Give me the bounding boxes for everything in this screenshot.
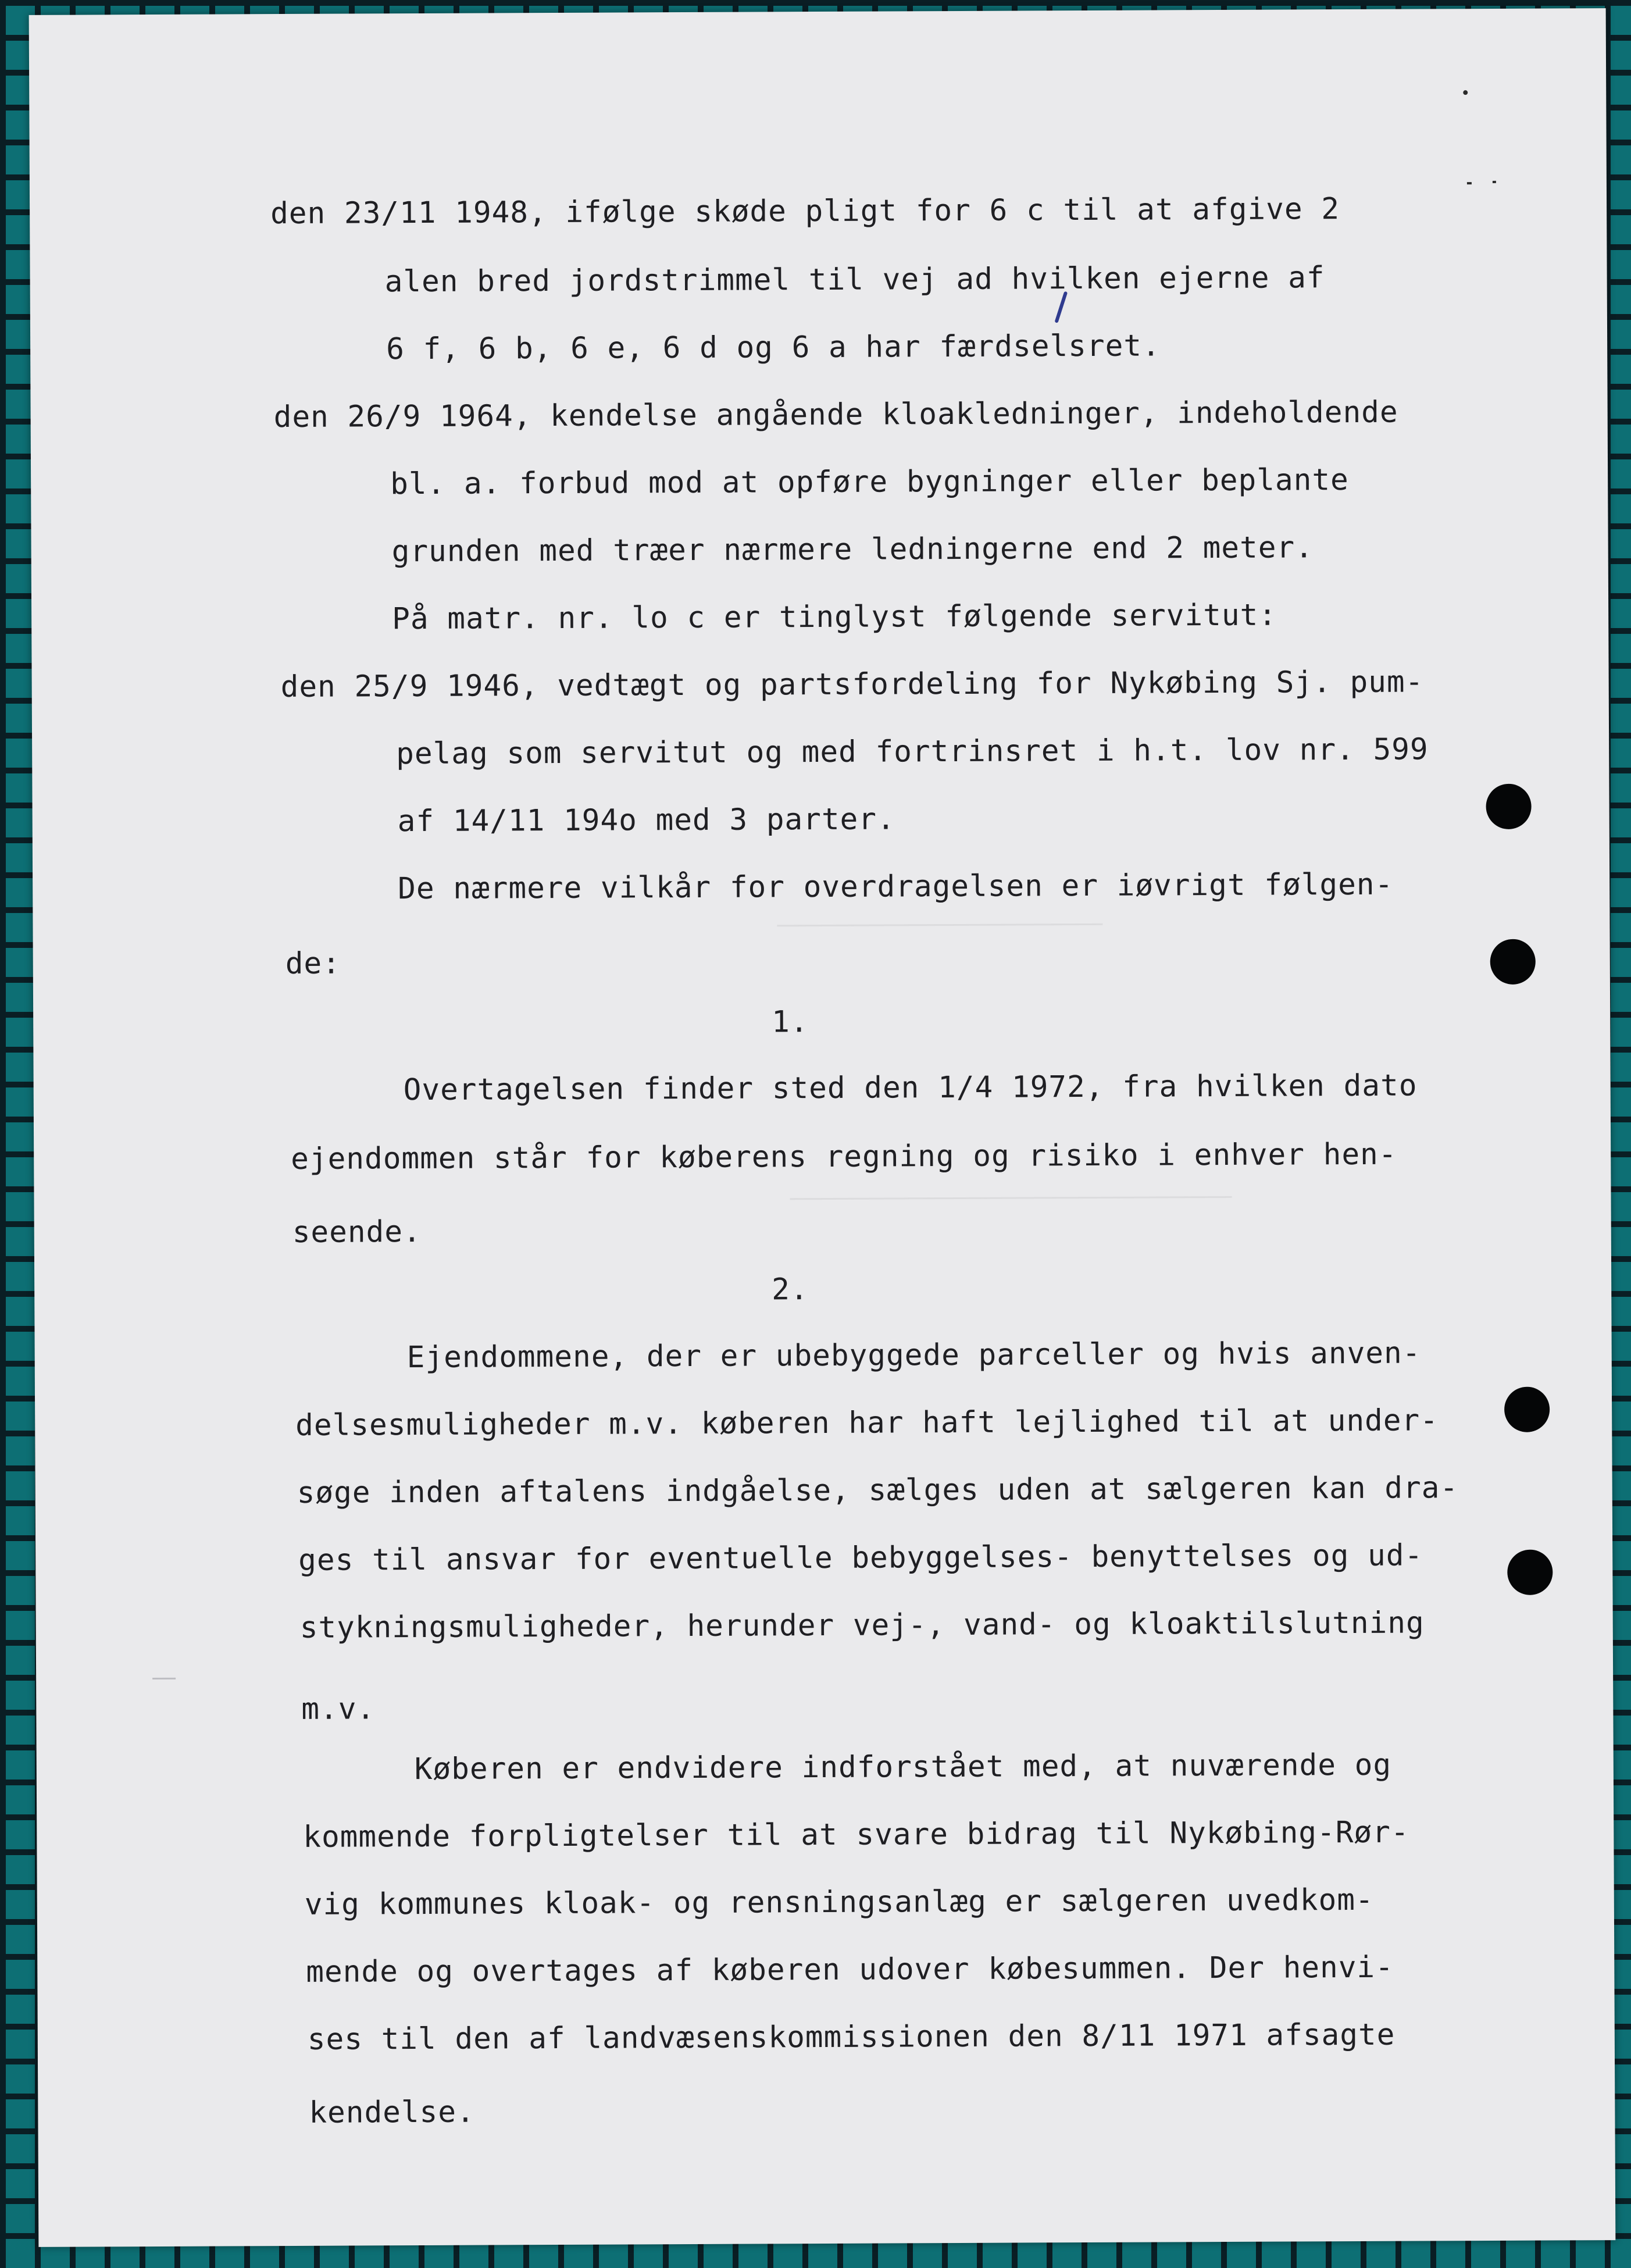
- text-line: den 26/9 1964, kendelse angående kloakledninger, indeholdende: [273, 395, 1398, 435]
- text-line: m.v.: [301, 1692, 376, 1727]
- text-line: pelag som servitut og med fortrinsret i h.t. lov nr. 599: [396, 732, 1429, 772]
- text-line: Overtagelsen finder sted den 1/4 1972, fra hvilken dato: [403, 1068, 1418, 1108]
- text-line: På matr. nr. lo c er tinglyst følgende servitut:: [392, 598, 1277, 637]
- text-line: ejendommen står for køberens regning og risiko i enhver hen-: [291, 1137, 1397, 1176]
- text-line: delsesmuligheder m.v. køberen har haft lejlighed til at under-: [295, 1403, 1439, 1443]
- punch-hole: [1490, 939, 1536, 985]
- document-page: [29, 8, 1616, 2247]
- text-line: Ejendommene, der er ubebyggede parceller og hvis anven-: [406, 1336, 1421, 1375]
- text-line: kommende forpligtelser til at svare bidrag til Nykøbing-Rør-: [303, 1815, 1409, 1855]
- text-line: ges til ansvar for eventuelle bebyggelses- benyttelses og ud-: [298, 1538, 1423, 1578]
- text-line: den 25/9 1946, vedtægt og partsfordeling for Nykøbing Sj. pum-: [280, 665, 1424, 705]
- text-line: alen bred jordstrimmel til vej ad hvilken ejerne af: [384, 261, 1325, 299]
- text-line: bl. a. forbud mod at opføre bygninger eller beplante: [390, 463, 1349, 502]
- speck-mark: [1493, 181, 1496, 183]
- text-line: ses til den af landvæsenskommissionen den 8/11 1971 afsagte: [307, 2017, 1396, 2057]
- speck-mark: [1467, 182, 1472, 184]
- text-line: Køberen er endvidere indforstået med, at nuværende og: [414, 1748, 1392, 1787]
- text-line: søge inden aftalens indgåelse, sælges uden at sælgeren kan dra-: [297, 1471, 1459, 1510]
- text-line: seende.: [292, 1215, 422, 1250]
- section-number: 1.: [772, 1005, 809, 1040]
- text-line: kendelse.: [309, 2095, 475, 2130]
- punch-hole: [1504, 1387, 1550, 1432]
- text-line: de:: [285, 946, 341, 982]
- text-line: den 23/11 1948, ifølge skøde pligt for 6 c til at afgive 2: [270, 192, 1340, 231]
- speck-mark: [1463, 90, 1468, 95]
- section-number: 2.: [772, 1272, 809, 1307]
- bleed-through-rule: [777, 923, 1102, 926]
- punch-hole: [1486, 784, 1531, 829]
- bleed-through-rule: [152, 1678, 176, 1679]
- text-line: af 14/11 194o med 3 parter.: [397, 802, 895, 839]
- text-line: vig kommunes kloak- og rensningsanlæg er sælgeren uvedkom-: [304, 1882, 1374, 1922]
- text-line: stykningsmuligheder, herunder vej-, vand- og kloaktilslutning: [299, 1606, 1425, 1645]
- bleed-through-rule: [790, 1196, 1232, 1200]
- text-line: 6 f, 6 b, 6 e, 6 d og 6 a har færdselsret.: [386, 329, 1161, 367]
- text-line: De nærmere vilkår for overdragelsen er iøvrigt følgen-: [398, 867, 1394, 907]
- text-line: grunden med træer nærmere ledningerne end 2 meter.: [391, 530, 1314, 569]
- punch-hole: [1507, 1550, 1553, 1595]
- text-line: mende og overtages af køberen udover købesummen. Der henvi-: [306, 1950, 1394, 1989]
